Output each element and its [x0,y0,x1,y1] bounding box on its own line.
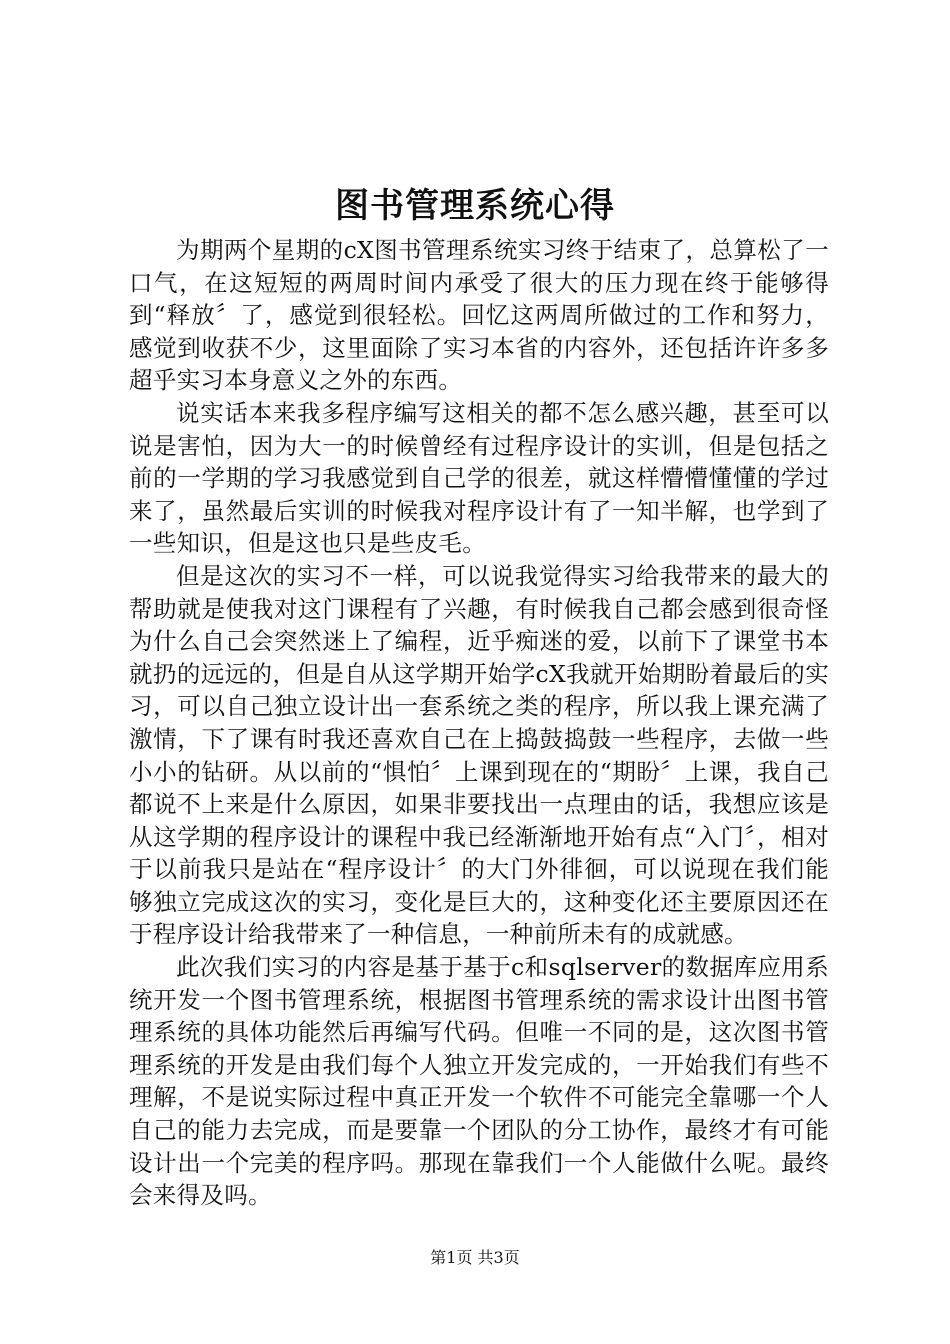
document-title: 图书管理系统心得 [335,186,615,226]
paragraph-4: 此次我们实习的内容是基于基于c和sqlserver的数据库应用系统开发一个图书管理系统，根据图书管理系统的需求设计出图书管理系统的具体功能然后再编写代码。但唯一不同的是，这次图书管理系统的开发是由我们每个人独立开发完成的，一开始我们有些不理解，不是说实际过程中真正开发一个软件不可能完全靠哪一个人自己的能力去完成，而是要靠一个团队的分工协作，最终才有可能设计出一个完美的程序吗。那现在靠我们一个人能做什么呢。最终会来得及吗。 [129,953,829,1210]
paragraph-2: 说实话本来我多程序编写这相关的都不怎么感兴趣，甚至可以说是害怕，因为大一的时候曾经有过程序设计的实训，但是包括之前的一学期的学习我感觉到自己学的很差，就这样懵懵懂懂的学过来了，虽然最后实训的时候我对程序设计有了一知半解，也学到了一些知识，但是这也只是些皮毛。 [129,398,829,558]
page-number-footer: 第1页 共3页 [430,1248,520,1267]
paragraph-3: 但是这次的实习不一样，可以说我觉得实习给我带来的最大的帮助就是使我对这门课程有了兴趣，有时候我自己都会感到很奇怪为什么自己会突然迷上了编程，近乎痴迷的爱，以前下了课堂书本就扔的远远的，但是自从这学期开始学cX我就开始期盼着最后的实习，可以自己独立设计出一套系统之类的程序，所以我上课充满了激情，下了课有时我还喜欢自己在上捣鼓捣鼓一些程序，去做一些小小的钻研。从以前的“惧怕〞上课到现在的“期盼〞上课，我自己都说不上来是什么原因，如果非要找出一点理由的话，我想应该是从这学期的程序设计的课程中我已经渐渐地开始有点“入门〞，相对于以前我只是站在“程序设计〞的大门外徘徊，可以说现在我们能够独立完成这次的实习，变化是巨大的，这种变化还主要原因还在于程序设计给我带来了一种信息，一种前所未有的成就感。 [129,561,829,949]
document-body [129,234,829,1212]
paragraph-1: 为期两个星期的cX图书管理系统实习终于结束了，总算松了一口气，在这短短的两周时间内承受了很大的压力现在终于能够得到“释放〞了，感觉到很轻松。回忆这两周所做过的工作和努力，感觉到收获不少，这里面除了实习本省的内容外，还包括许许多多超乎实习本身意义之外的东西。 [129,236,829,395]
